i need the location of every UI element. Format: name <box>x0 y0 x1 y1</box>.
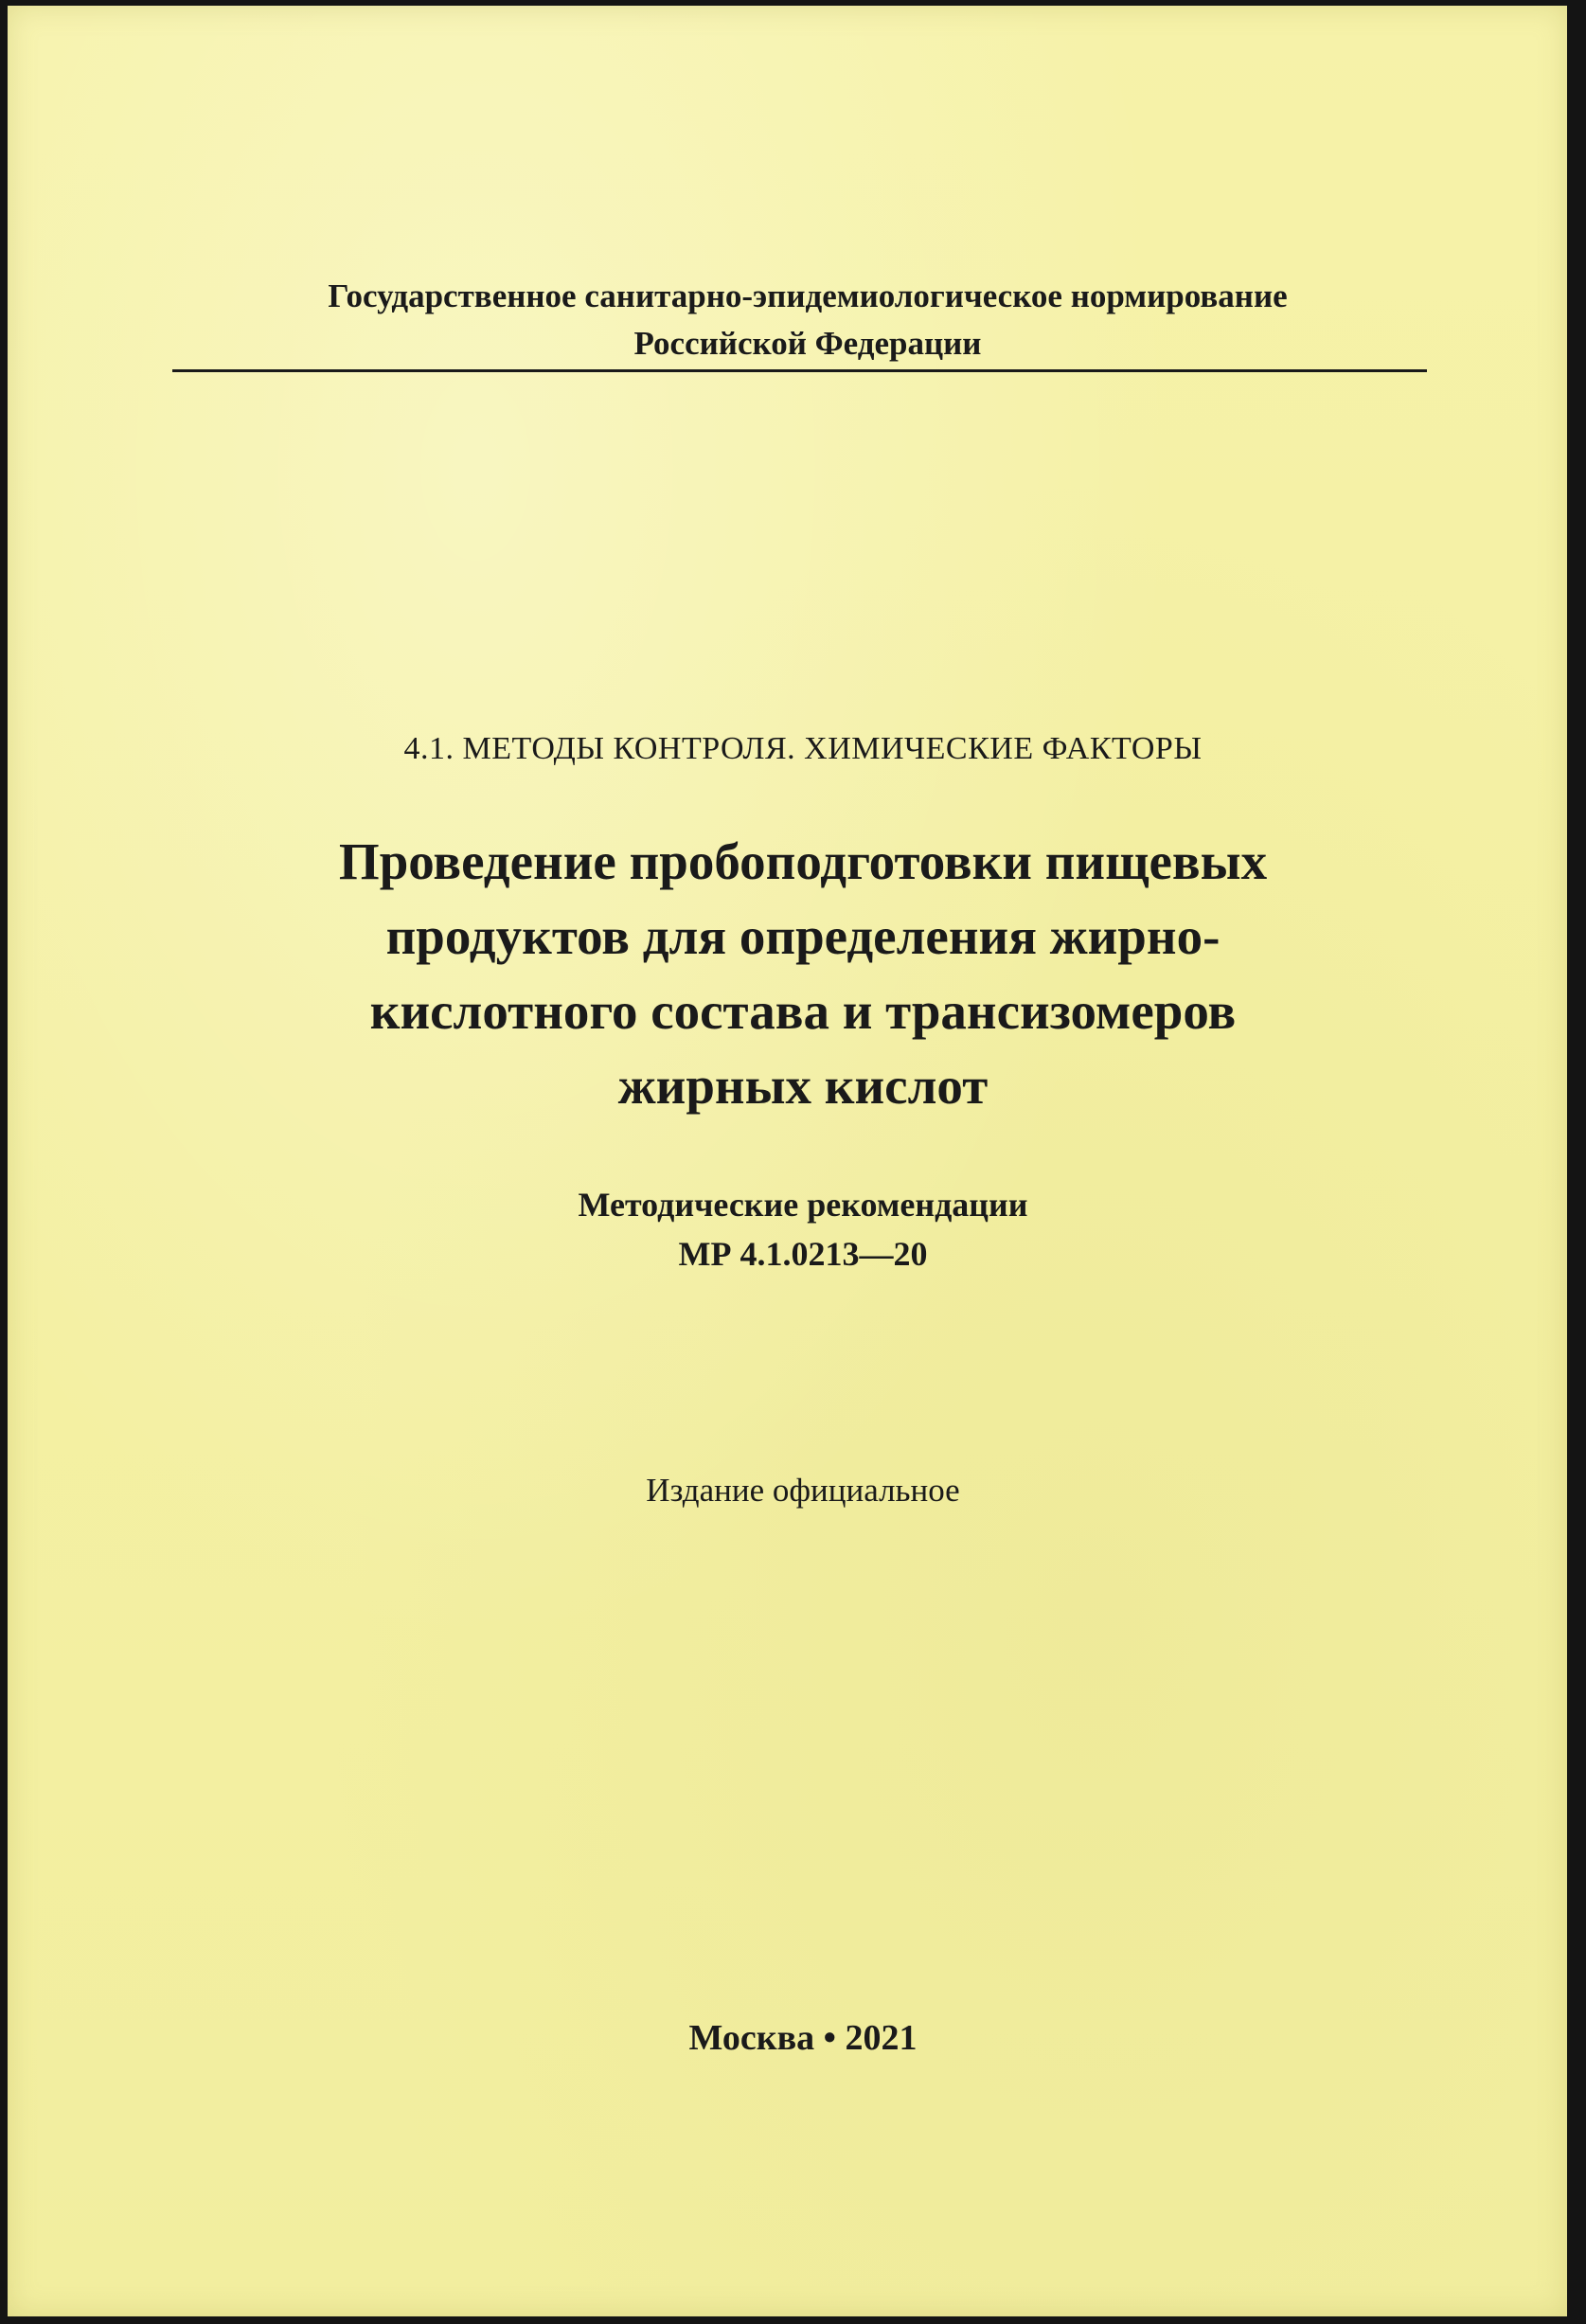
document-title <box>159 824 1447 1123</box>
title-line-1: Проведение пробоподготовки пищевых <box>338 832 1268 890</box>
place-and-year: Москва • 2021 <box>688 2018 918 2058</box>
header-line-2: Российской Федерации <box>633 325 982 362</box>
issuing-authority-header <box>169 273 1447 367</box>
header-line-1: Государственное санитарно-эпидемиологическое нормирование <box>328 277 1288 314</box>
title-line-2: продуктов для определения жирно- <box>385 907 1221 965</box>
document-code: МР 4.1.0213—20 <box>678 1235 928 1273</box>
section-heading: 4.1. МЕТОДЫ КОНТРОЛЯ. ХИМИЧЕСКИЕ ФАКТОРЫ <box>403 731 1203 766</box>
header-divider <box>172 369 1427 372</box>
title-line-3: кислотного состава и трансизомеров <box>369 982 1237 1040</box>
document-type-block <box>169 1180 1437 1278</box>
document-type: Методические рекомендации <box>578 1186 1028 1224</box>
title-line-4: жирных кислот <box>617 1057 989 1115</box>
document-cover <box>8 6 1567 2316</box>
edition-note: Издание официальное <box>646 1472 960 1509</box>
